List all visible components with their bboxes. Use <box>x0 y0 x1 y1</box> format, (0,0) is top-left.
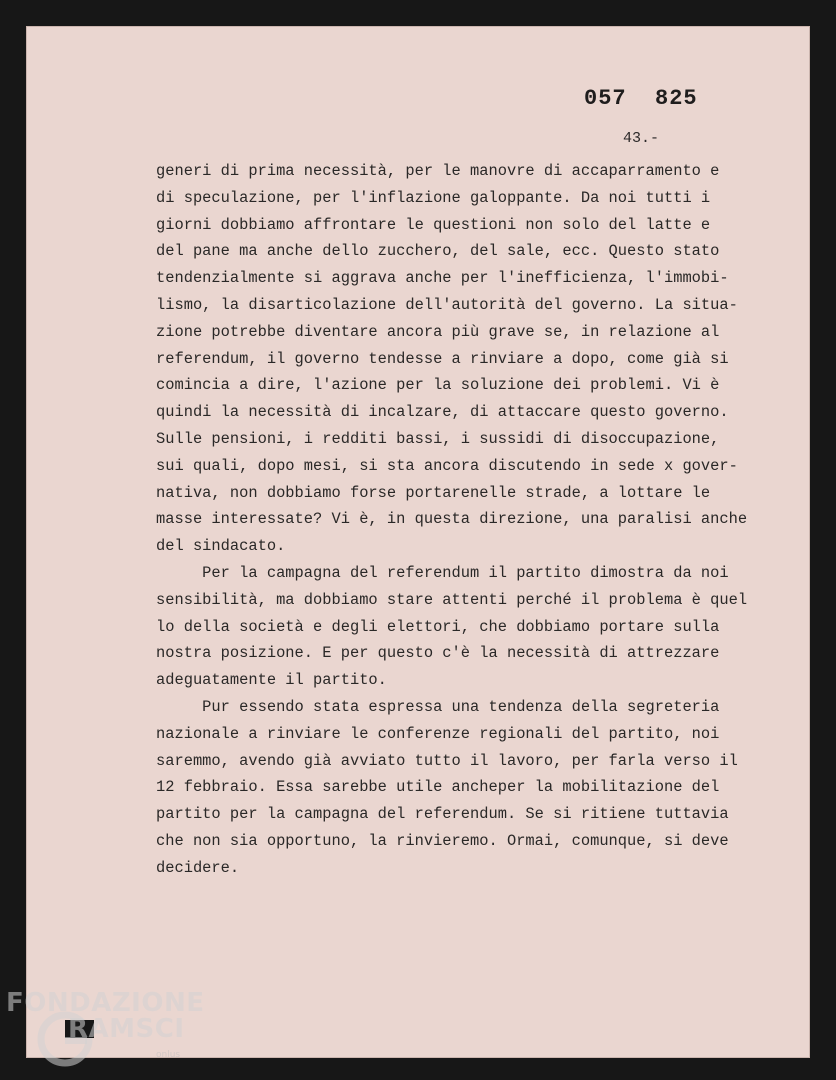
text-line: nostra posizione. E per questo c'è la necessità di attrezzare <box>156 644 720 663</box>
text-line: che non sia opportuno, la rinvieremo. Ormai, comunque, si deve <box>156 832 729 850</box>
text-line: comincia a dire, l'azione per la soluzione dei problemi. Vi è <box>156 376 720 395</box>
text-line: partito per la campagna del referendum. Se si ritiene tuttavia <box>156 805 729 824</box>
logo-subtitle: onlus <box>156 1050 181 1060</box>
text-line: del pane ma anche dello zucchero, del sale, ecc. Questo stato <box>156 242 720 261</box>
text-line: lismo, la disarticolazione dell'autorità del governo. La situa- <box>156 296 738 314</box>
text-line: sensibilità, ma dobbiamo stare attenti perché il problema è quel <box>156 590 748 609</box>
text-line: masse interessate? Vi è, in questa direzione, una paralisi anche <box>156 510 748 529</box>
text-line: tendenzialmente si aggrava anche per l'inefficienza, l'immobi- <box>156 269 729 288</box>
text-line: Per la campagna del referendum il partito dimostra da noi <box>156 564 729 582</box>
text-line: referendum, il governo tendesse a rinviare a dopo, come già si <box>156 349 729 368</box>
text-line: nazionale a rinviare le conferenze regionali del partito, noi <box>156 724 720 743</box>
typewritten-page <box>26 26 810 1058</box>
text-line: giorni dobbiamo affrontare le questioni non solo del latte e <box>156 215 711 234</box>
text-line: nativa, non dobbiamo forse portarenelle strade, a lottare le <box>156 483 711 502</box>
text-line: di speculazione, per l'inflazione galoppante. Da noi tutti i <box>156 188 711 207</box>
archive-number: 057 825 <box>584 86 698 111</box>
text-line: sui quali, dopo mesi, si sta ancora discutendo in sede x gover- <box>156 456 738 475</box>
text-line: Pur essendo stata espressa una tendenza della segreteria <box>156 698 720 716</box>
text-line: 12 febbraio. Essa sarebbe utile ancheper la mobilitazione del <box>156 778 720 797</box>
text-line: Sulle pensioni, i redditi bassi, i sussidi di disoccupazione, <box>156 430 720 448</box>
text-line: generi di prima necessità, per le manovre di accaparramento e <box>156 162 720 180</box>
text-line: saremmo, avendo già avviato tutto il lavoro, per farla verso il <box>156 751 738 770</box>
text-line: quindi la necessità di incalzare, di attaccare questo governo. <box>156 403 729 422</box>
text-line: decidere. <box>156 858 240 877</box>
page-number: 43.- <box>623 130 660 147</box>
text-line: zione potrebbe diventare ancora più grave se, in relazione al <box>156 322 720 341</box>
logo-line-2: RAMSCI <box>68 1014 185 1044</box>
text-line: adeguatamente il partito. <box>156 671 387 690</box>
logo-line-1: FONDAZIONE <box>6 988 205 1018</box>
text-line: del sindacato. <box>156 537 286 556</box>
text-line: lo della società e degli elettori, che dobbiamo portare sulla <box>156 617 720 636</box>
fondazione-gramsci-logo <box>6 988 216 1078</box>
